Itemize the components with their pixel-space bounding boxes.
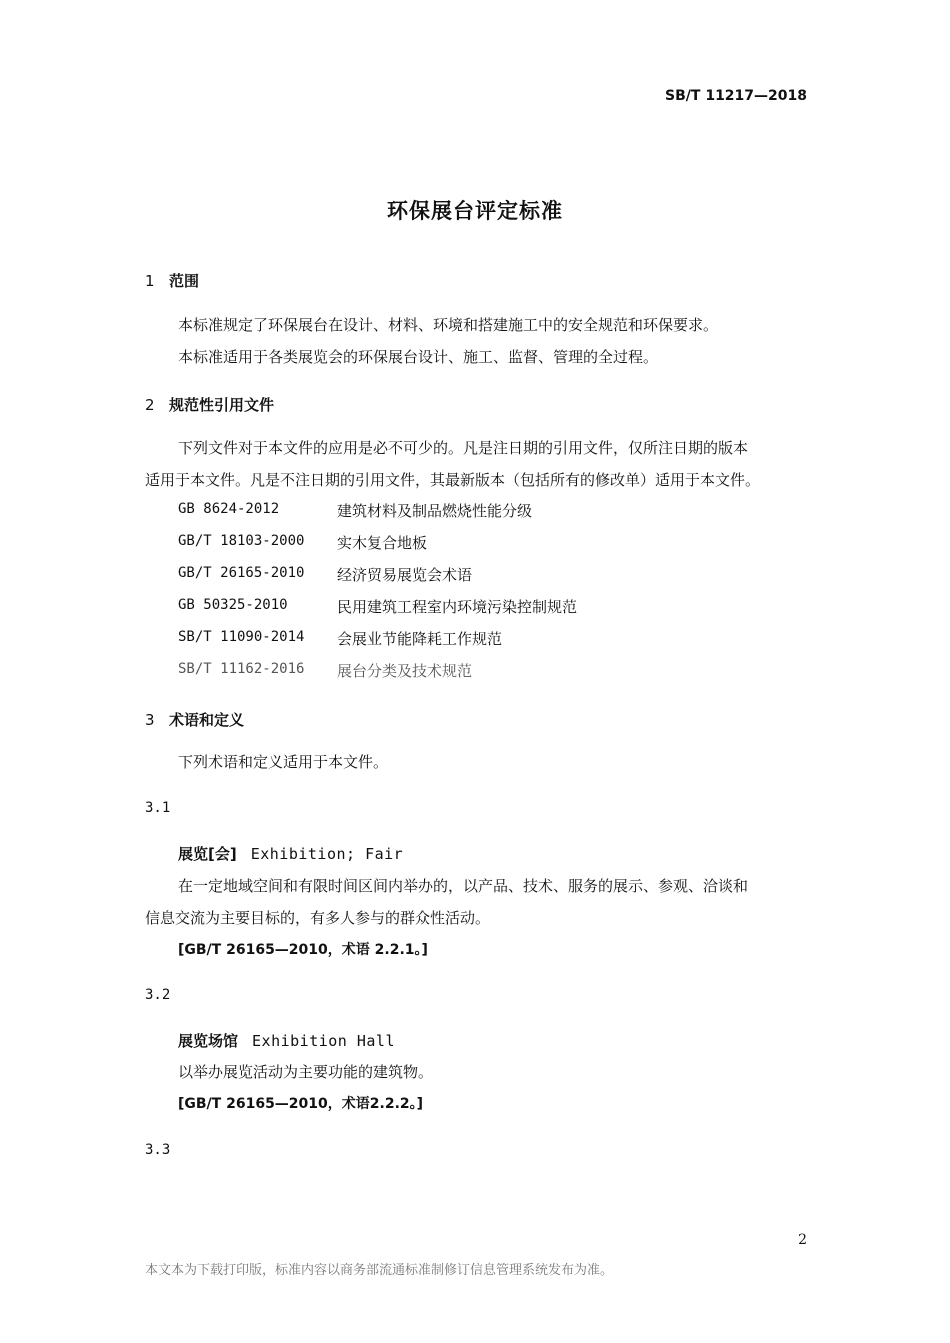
reference-code: GB/T 26165-2010 [178, 565, 305, 581]
document-number: SB/T 11217—2018 [665, 88, 807, 104]
reference-code: SB/T 11090-2014 [178, 629, 305, 645]
scope-paragraph: 本标准规定了环保展台在设计、材料、环境和搭建施工中的安全规范和环保要求。 [178, 316, 719, 334]
term-chinese: 展览场馆 [178, 1032, 239, 1050]
scope-paragraph: 本标准适用于各类展览会的环保展台设计、施工、监督、管理的全过程。 [178, 348, 659, 366]
normative-intro: 下列文件对于本文件的应用是必不可少的。凡是注日期的引用文件，仅所注日期的版本 [178, 439, 749, 457]
section-number: 2 [145, 396, 155, 414]
page-title: 环保展台评定标准 [387, 199, 563, 223]
terms-intro: 下列术语和定义适用于本文件。 [178, 753, 389, 771]
reference-title: 经济贸易展览会术语 [337, 566, 473, 584]
section-number: 1 [145, 272, 155, 290]
term-english: Exhibition; Fair [250, 845, 404, 863]
term-chinese: 展览[会] [178, 845, 237, 863]
term-english: Exhibition Hall [252, 1032, 395, 1050]
term-heading [178, 1030, 395, 1051]
section-title: 范围 [169, 272, 200, 290]
reference-title: 民用建筑工程室内环境污染控制规范 [337, 598, 578, 616]
term-source: [GB/T 26165—2010，术语 2.2.1。] [178, 942, 428, 958]
term-definition: 在一定地域空间和有限时间区间内举办的，以产品、技术、服务的展示、参观、洽谈和 [178, 877, 749, 895]
section-title: 术语和定义 [169, 711, 245, 729]
clause-number: 3.1 [145, 800, 171, 816]
reference-title: 建筑材料及制品燃烧性能分级 [337, 502, 533, 520]
term-heading [178, 843, 403, 864]
footer-note: 本文本为下载打印版，标准内容以商务部流通标准制修订信息管理系统发布为准。 [145, 1263, 614, 1278]
reference-title: 实木复合地板 [337, 534, 428, 552]
section-heading-normative [145, 394, 274, 415]
page-number: 2 [798, 1232, 807, 1248]
section-title: 规范性引用文件 [169, 396, 275, 414]
reference-code: GB 50325-2010 [178, 597, 288, 613]
reference-code: GB/T 18103-2000 [178, 533, 305, 549]
section-number: 3 [145, 711, 155, 729]
term-source: [GB/T 26165—2010，术语2.2.2。] [178, 1096, 424, 1112]
section-heading-terms [145, 709, 244, 730]
term-definition: 以举办展览活动为主要功能的建筑物。 [178, 1063, 434, 1081]
reference-title: 展台分类及技术规范 [337, 662, 473, 680]
clause-number: 3.3 [145, 1142, 171, 1158]
normative-intro-continued: 适用于本文件。凡是不注日期的引用文件，其最新版本（包括所有的修改单）适用于本文件。 [145, 471, 761, 489]
clause-number: 3.2 [145, 987, 171, 1003]
reference-code: GB 8624-2012 [178, 501, 280, 517]
term-definition-continued: 信息交流为主要目标的，有多人参与的群众性活动。 [145, 909, 491, 927]
reference-code: SB/T 11162-2016 [178, 661, 305, 677]
section-heading-scope [145, 270, 199, 291]
reference-title: 会展业节能降耗工作规范 [337, 630, 503, 648]
